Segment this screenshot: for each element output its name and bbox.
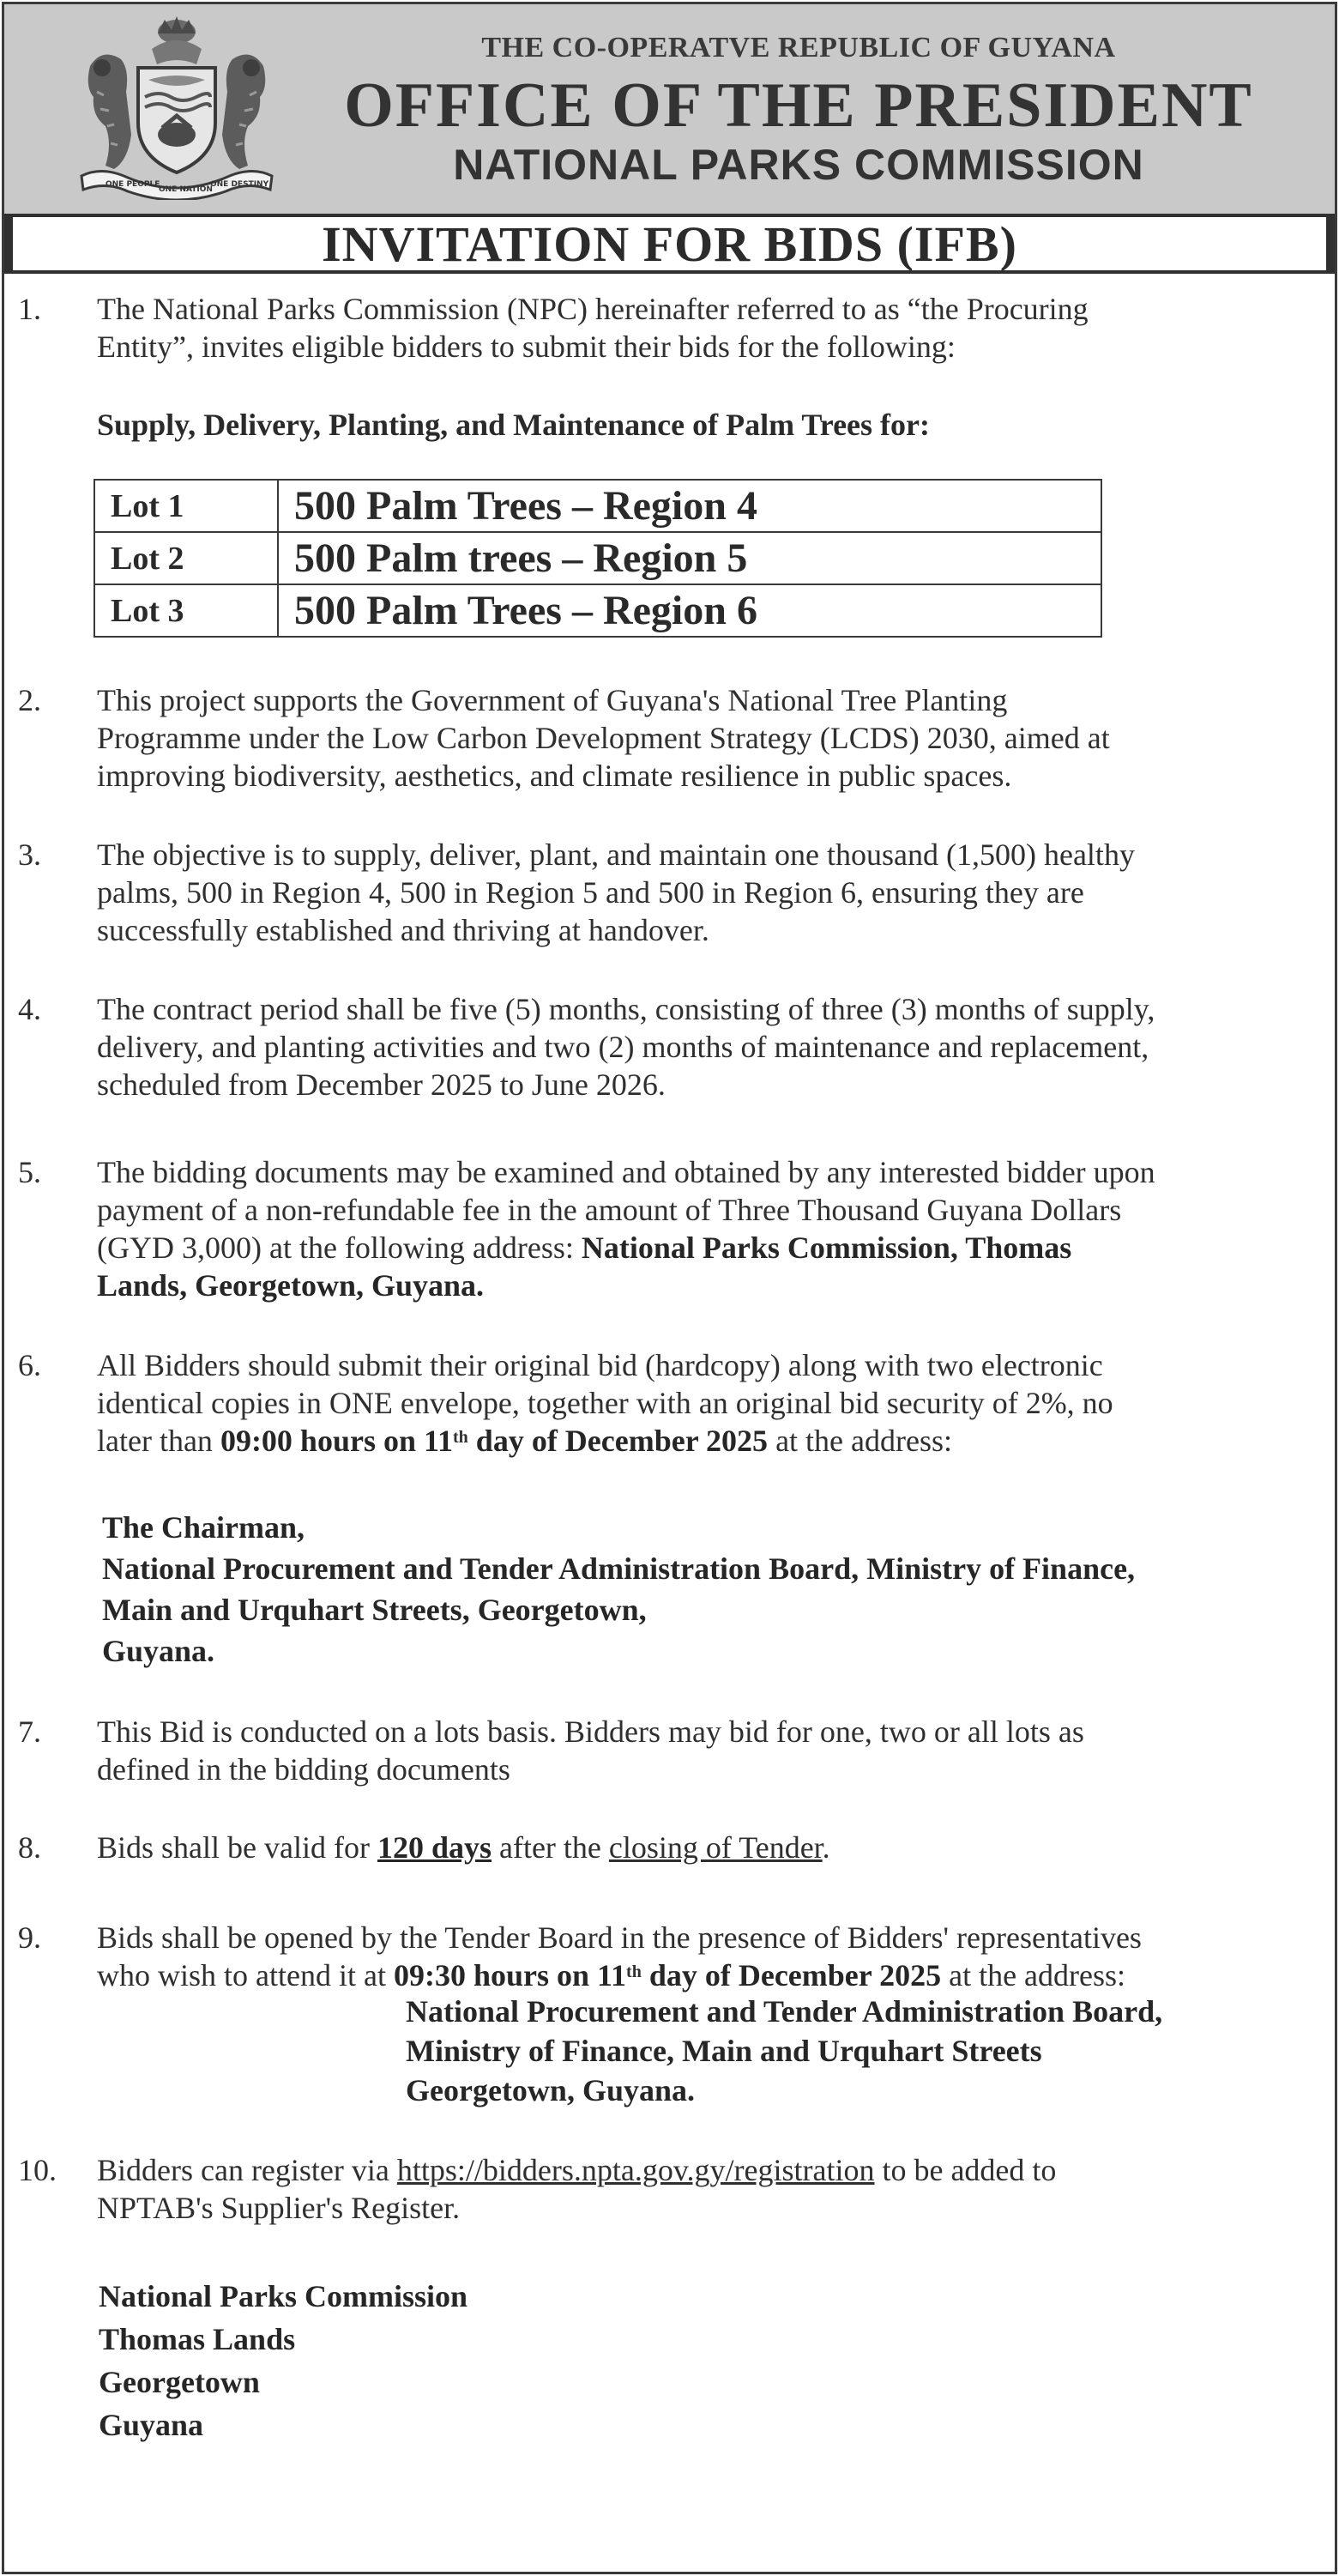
lot-description: 500 Palm Trees – Region 6	[278, 584, 1101, 637]
address-line: Main and Urquhart Streets, Georgetown,	[102, 1593, 647, 1627]
text-run: after the	[491, 1830, 609, 1865]
ifb-title-bar	[4, 214, 1335, 274]
coat-of-arms-icon	[76, 15, 277, 200]
text-line: Bids shall be opened by the Tender Board in the presence of Bidders' representatives	[97, 1920, 1142, 1955]
item-2-text	[97, 681, 1110, 795]
text-line: This Bid is conducted on a lots basis. Bidders may bid for one, two or all lots as	[97, 1714, 1084, 1749]
text-line: defined in the bidding documents	[97, 1752, 510, 1787]
item-8-text	[97, 1829, 830, 1866]
text-line: improving biodiversity, aesthetics, and climate resilience in public spaces.	[97, 759, 1012, 793]
text-run: (GYD 3,000) at the following address:	[97, 1231, 582, 1265]
lot-cell: Lot 3	[94, 584, 278, 637]
text-run: who wish to attend it at	[97, 1958, 394, 1992]
scope-subheading: Supply, Delivery, Planting, and Maintenance of Palm Trees for:	[97, 408, 930, 442]
signoff-line: Georgetown	[99, 2365, 260, 2399]
address-line: The Chairman,	[102, 1510, 305, 1545]
item-number: 4.	[18, 992, 41, 1026]
item-4-text	[97, 990, 1155, 1104]
text-line	[97, 1422, 1113, 1460]
item-number: 5.	[18, 1155, 41, 1189]
item-number: 9.	[18, 1920, 41, 1955]
address-line: Ministry of Finance, Main and Urquhart Streets	[406, 2034, 1042, 2068]
item-1-text	[97, 290, 1089, 366]
text-line	[97, 1267, 1155, 1304]
text-line	[97, 1829, 830, 1866]
text-line: The National Parks Commission (NPC) hereinafter referred to as “the Procuring	[97, 292, 1089, 326]
text-line: identical copies in ONE envelope, together with an original bid security of 2%, no	[97, 1386, 1113, 1420]
text-run: later than	[97, 1424, 220, 1458]
address-line: Georgetown, Guyana.	[406, 2073, 695, 2107]
table-row	[94, 584, 1101, 637]
item-number: 6.	[18, 1348, 41, 1382]
text-line: Programme under the Low Carbon Development Strategy (LCDS) 2030, aimed at	[97, 721, 1110, 755]
lot-description: 500 Palm trees – Region 5	[278, 532, 1101, 584]
text-line: The contract period shall be five (5) months, consisting of three (3) months of supply,	[97, 992, 1155, 1026]
opening-date: day of December 2025	[641, 1958, 942, 1992]
item-number: 2.	[18, 683, 41, 717]
fee-address-bold: National Parks Commission, Thomas	[581, 1231, 1072, 1265]
text-line: NPTAB's Supplier's Register.	[97, 2191, 461, 2225]
lot-cell: Lot 2	[94, 532, 278, 584]
text-line: successfully established and thriving at handover.	[97, 913, 709, 947]
ordinal-suffix: th	[626, 1962, 642, 1981]
text-line: palms, 500 in Region 4, 500 in Region 5 and 500 in Region 6, ensuring they are	[97, 875, 1084, 910]
deadline-date: day of December 2025	[467, 1424, 769, 1458]
text-line	[97, 1956, 1142, 1994]
item-6-text	[97, 1346, 1113, 1460]
item-10-text	[97, 2151, 1056, 2227]
opening-address	[406, 1992, 1162, 2110]
signoff-line: Guyana	[99, 2408, 204, 2442]
address-line: Guyana.	[102, 1634, 215, 1668]
registration-link[interactable]: https://bidders.npta.gov.gy/registration	[396, 2153, 875, 2187]
republic-line: THE CO-OPERATVE REPUBLIC OF GUYANA	[481, 32, 1116, 63]
item-5-text	[97, 1153, 1155, 1304]
chairman-address	[102, 1507, 1135, 1672]
text-line: scheduled from December 2025 to June 2026.	[97, 1067, 666, 1102]
address-line: National Procurement and Tender Administration Board,	[406, 1994, 1163, 2029]
item-9-text	[97, 1919, 1142, 1994]
text-line: delivery, and planting activities and two (2) months of maintenance and replacement,	[97, 1030, 1149, 1064]
fee-address-bold: Lands, Georgetown, Guyana.	[97, 1268, 485, 1303]
crest-motto-1: ONE PEOPLE	[106, 180, 160, 189]
lot-cell: Lot 1	[94, 480, 278, 532]
lots-table	[93, 479, 1102, 638]
ifb-title: INVITATION FOR BIDS (IFB)	[13, 217, 1326, 270]
text-line: All Bidders should submit their original bid (hardcopy) along with two electronic	[97, 1348, 1103, 1382]
ifb-notice	[2, 2, 1337, 2574]
signoff-line: Thomas Lands	[99, 2322, 296, 2356]
text-line: The objective is to supply, deliver, plant, and maintain one thousand (1,500) healthy	[97, 838, 1135, 872]
crest-motto-2: ONE NATION	[159, 185, 213, 194]
header-banner	[4, 4, 1335, 214]
text-run: at the address:	[941, 1958, 1126, 1992]
deadline-time: 09:00 hours on 11	[220, 1424, 453, 1458]
item-3-text	[97, 836, 1135, 949]
validity-days: 120 days	[377, 1830, 492, 1865]
item-number: 8.	[18, 1830, 41, 1865]
text-line: This project supports the Government of Guyana's National Tree Planting	[97, 683, 1008, 717]
opening-time: 09:30 hours on 11	[393, 1958, 627, 1992]
text-line: The bidding documents may be examined and obtained by any interested bidder upon	[97, 1155, 1155, 1189]
text-run: .	[822, 1830, 830, 1865]
text-run: at the address:	[768, 1424, 952, 1458]
text-line	[97, 2151, 1056, 2189]
item-number: 7.	[18, 1714, 41, 1749]
item-number: 1.	[18, 292, 41, 326]
table-row	[94, 480, 1101, 532]
address-line: National Procurement and Tender Administration Board, Ministry of Finance,	[102, 1551, 1136, 1586]
text-line: Entity”, invites eligible bidders to submit their bids for the following:	[97, 330, 956, 364]
text-run: to be added to	[874, 2153, 1057, 2187]
commission-title: NATIONAL PARKS COMMISSION	[453, 141, 1144, 189]
closing-of-tender: closing of Tender	[608, 1830, 823, 1865]
crest-motto-3: ONE DESTINY	[210, 180, 269, 189]
item-number: 10.	[18, 2153, 57, 2187]
office-title: OFFICE OF THE PRESIDENT	[344, 70, 1253, 141]
text-line	[97, 1229, 1155, 1267]
signoff-block	[99, 2275, 467, 2446]
item-number: 3.	[18, 838, 41, 872]
text-run: Bidders can register via	[97, 2153, 397, 2187]
lot-description: 500 Palm Trees – Region 4	[278, 480, 1101, 532]
signoff-line: National Parks Commission	[99, 2279, 468, 2313]
text-line: payment of a non-refundable fee in the amount of Three Thousand Guyana Dollars	[97, 1193, 1122, 1227]
item-7-text	[97, 1713, 1084, 1788]
table-row	[94, 532, 1101, 584]
ordinal-suffix: th	[453, 1428, 468, 1447]
text-run: Bids shall be valid for	[97, 1830, 377, 1865]
